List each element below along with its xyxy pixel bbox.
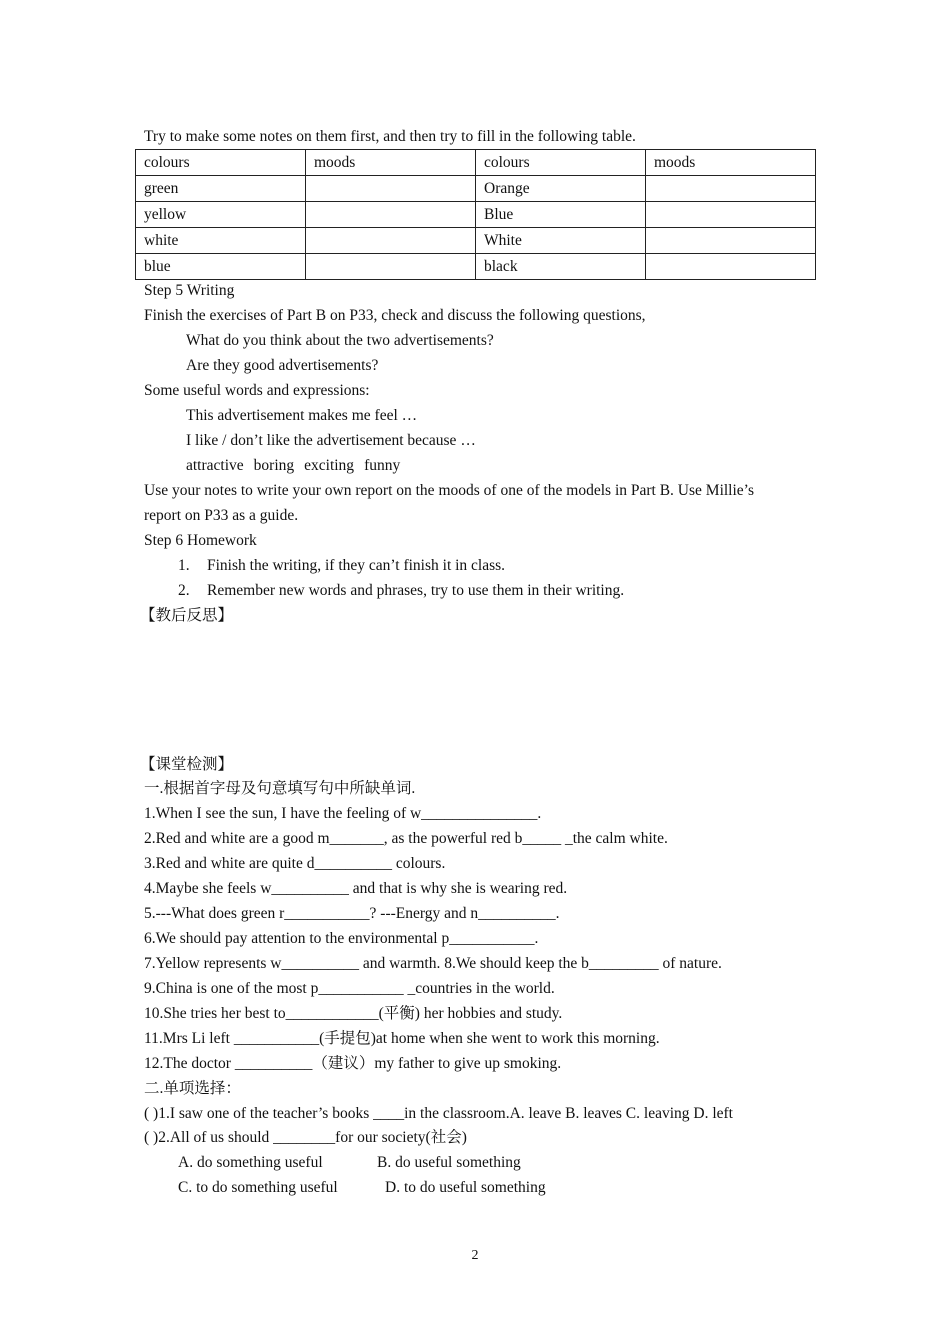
homework-item (178, 556, 505, 576)
colour-cell: White (476, 228, 646, 254)
colour-cell: white (136, 228, 306, 254)
homework-item (178, 581, 624, 601)
choice-question-2: ( )2.All of us should ________for our society(社会) (144, 1129, 467, 1146)
mood-cell (306, 176, 476, 202)
option-d: D. to do useful something (385, 1179, 546, 1196)
step6-title: Step 6 Homework (144, 532, 257, 549)
table-row (136, 202, 816, 228)
homework-item-text: Finish the writing, if they can’t finish it in class. (207, 557, 506, 574)
mood-cell (646, 202, 816, 228)
mood-cell (306, 228, 476, 254)
fill-blank-item: 3.Red and white are quite d__________ colours. (144, 855, 446, 872)
table-header-cell: moods (646, 150, 816, 176)
option-c: C. to do something useful (178, 1179, 338, 1196)
part1-title: 一.根据首字母及句意填写句中所缺单词. (144, 780, 416, 797)
colour-cell: Blue (476, 202, 646, 228)
fill-blank-item: 2.Red and white are a good m_______, as the powerful red b_____ _the calm white. (144, 830, 668, 847)
adjective: funny (364, 457, 401, 474)
writing-task-line-2: report on P33 as a guide. (144, 507, 299, 524)
mood-cell (646, 228, 816, 254)
question-1: What do you think about the two advertisements? (186, 332, 494, 349)
fill-blank-item: 10.She tries her best to____________(平衡) her hobbies and study. (144, 1005, 563, 1022)
mood-cell (306, 202, 476, 228)
colour-cell: green (136, 176, 306, 202)
table-header-row (136, 150, 816, 176)
expression-2: I like / don’t like the advertisement because … (186, 432, 476, 449)
option-b: B. do useful something (377, 1154, 521, 1171)
fill-blank-item: 11.Mrs Li left ___________(手提包)at home when she went to work this morning. (144, 1030, 660, 1047)
adjective: exciting (304, 457, 355, 474)
page-number: 2 (471, 1248, 479, 1263)
colour-cell: black (476, 254, 646, 280)
choice-option-row (178, 1153, 521, 1173)
table-header-cell: colours (136, 150, 306, 176)
fill-blank-item: 7.Yellow represents w__________ and warmth. 8.We should keep the b_________ of nature. (144, 955, 722, 972)
part2-title: 二.单项选择： (144, 1080, 241, 1097)
table-row (136, 176, 816, 202)
homework-item-number: 2. (178, 582, 190, 599)
adjective-list (186, 456, 400, 476)
table-header-cell: moods (306, 150, 476, 176)
reflection-heading: 【教后反思】 (140, 607, 234, 624)
choice-option-row (178, 1178, 546, 1198)
table-row (136, 254, 816, 280)
colour-cell: yellow (136, 202, 306, 228)
adjective: boring (253, 457, 295, 474)
fill-blank-item: 12.The doctor __________（建议）my father to give up smoking. (144, 1055, 562, 1072)
step5-instruction: Finish the exercises of Part B on P33, check and discuss the following questions, (144, 307, 646, 324)
choice-question-1: ( )1.I saw one of the teacher’s books ____in the classroom.A. leave B. leaves C. leaving D. left (144, 1105, 733, 1122)
mood-cell (646, 176, 816, 202)
fill-blank-item: 9.China is one of the most p___________ _countries in the world. (144, 980, 555, 997)
mood-cell (306, 254, 476, 280)
mood-cell (646, 254, 816, 280)
step5-title: Step 5 Writing (144, 282, 235, 299)
homework-item-text: Remember new words and phrases, try to use them in their writing. (207, 582, 625, 599)
table-intro: Try to make some notes on them first, and then try to fill in the following table. (144, 128, 636, 145)
colour-mood-table (135, 149, 816, 280)
table-row (136, 228, 816, 254)
writing-task-line-1: Use your notes to write your own report on the moods of one of the models in Part B. Use Millie’s (144, 482, 755, 499)
class-check-heading: 【课堂检测】 (140, 756, 234, 773)
question-2: Are they good advertisements? (186, 357, 379, 374)
colour-cell: Orange (476, 176, 646, 202)
fill-blank-item: 5.---What does green r___________? ---Energy and n__________. (144, 905, 560, 922)
option-a: A. do something useful (178, 1154, 323, 1171)
fill-blank-item: 6.We should pay attention to the environmental p___________. (144, 930, 539, 947)
table-header-cell: colours (476, 150, 646, 176)
colour-cell: blue (136, 254, 306, 280)
fill-blank-item: 1.When I see the sun, I have the feeling of w_______________. (144, 805, 542, 822)
useful-expressions-title: Some useful words and expressions: (144, 382, 370, 399)
adjective: attractive (186, 457, 244, 474)
fill-blank-item: 4.Maybe she feels w__________ and that is why she is wearing red. (144, 880, 568, 897)
expression-1: This advertisement makes me feel … (186, 407, 418, 424)
homework-item-number: 1. (178, 557, 190, 574)
